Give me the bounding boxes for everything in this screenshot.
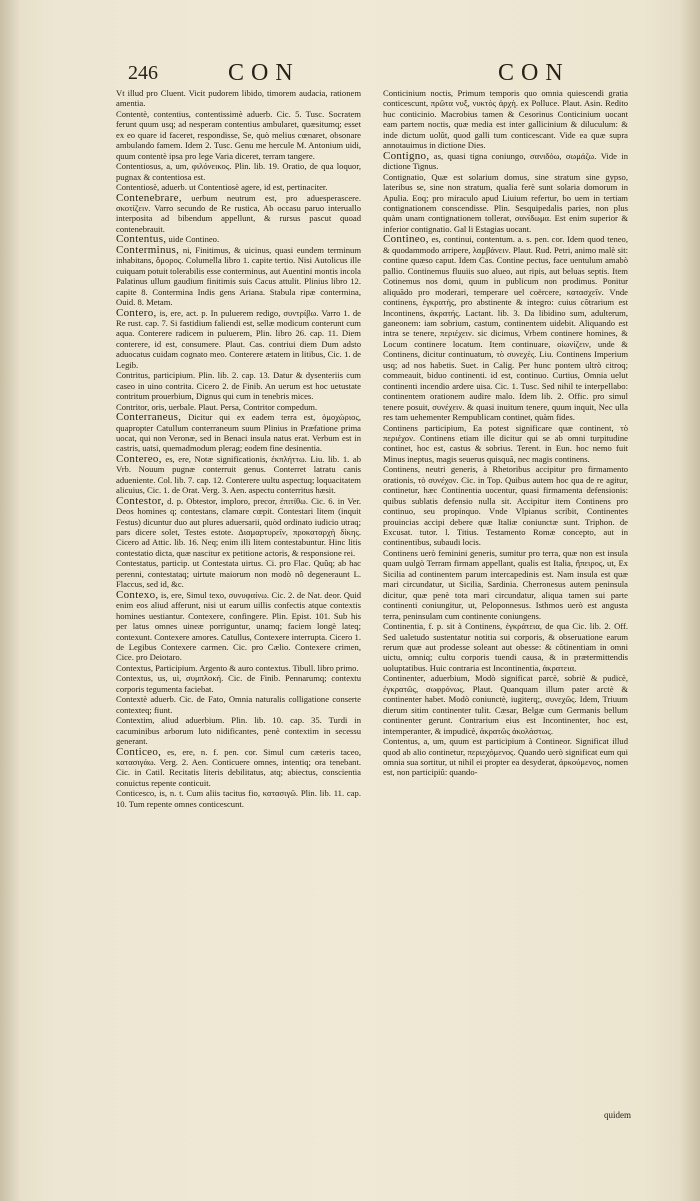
entry-text: Contestatus, particip. ut Contestata uirtus. Ci. pro Flac. Quûq; ab hac perenni, contestataq; uirtute maiorum non modò nô degeneraunt L. Flaccus, sed id, &c. [116,558,361,590]
dictionary-entry [383,673,628,736]
entry-text: Contentiosè, aduerb. ut Contentiosè agere, id est, pertinaciter. [116,182,328,193]
dictionary-entry [116,245,361,308]
entry-text: is, ere, act. p. In puluerem redigo, συντρίβω. Varro 1. de Re rust. cap. 7. Si fastidium faliendi est, sellæ modicum conterunt cum aqua. Conterere radicem in puluerem, Plin. libro 26. cap. 11. Diem conterere, id est, consumere. Plaut. Cas. contriui diem Dum adsto aduocatus cuidam cognato meo. Conterere ætatem in litibus, Cic. 1. de Legib. [116,307,361,370]
dictionary-entry [383,88,628,151]
entry-text: es, ere, Notæ significationis, ἐκπλήττω. Liu. lib. 1. ab Vrb. Nouum pugnæ conterruit genus. Conterret latratu canis adueniente. Col. lib. 7. cap. 12. Conterere uultu aspectuq; loquacitatem alicuius, Cic. 1. de Orat. Verg. 3. Aen. aspectu conterritus hæsit. [116,453,361,496]
entry-headword: Contestor, [116,494,165,507]
dictionary-entry [383,464,628,548]
entry-text: Contextè aduerb. Cic. de Fato, Omnia naturalis colligatione conserte contexteq; fiunt. [116,694,361,715]
entry-text: Conticinium noctis, Primum temporis quo omnia quiescendi gratia conticescunt, πρῶτα νυξ, νυκτὸς ἀρχὴ. ex Polluce. Plaut. Asin. Redito huc conticinio. Macrobius tamen & Cesorinus Conticinium uocant eam partem noctis, quæ media est inter gallicinium & diluculum: & inde dictum uolût, quod galli tum conticescant. Vide ea quæ supra annotauimus in dictione Dies. [383,88,628,151]
entry-text: es, ere, n. f. pen. cor. Simul cum cæteris taceo, κατασιγάω. Verg. 2. Aen. Conticuere omnes, intentiq; ora tenebant. Cic. in Catil. Recitatis literis debilitatus, atq; abiectus, conscientia conuictus repente conticuit. [116,746,361,788]
entry-text: Continentia, f. p. sit à Continens, ἐγκράτεια, de qua Cic. lib. 2. Off. Sed ualetudo sustentatur notitia sui corporis, & obseruatione earum rerum quæ aut prodesse soleant aut obesse: & cõtinentiam in omni uictu, omniq; cultu corporis tuendi causa, & in prætermittendis uoluptatibus. Huic contraria est Incontinentia, ἀκρατεια. [383,621,628,673]
entry-text: as, quasi tigna coniungo, σανιδόω, σωμάζω. Vide in dictione Tignus. [383,150,628,172]
running-head-left: CON [228,60,300,86]
entry-text: Contritus, participium. Plin. lib. 2. cap. 13. Datur & dysenteriis cum caseo in uino contrita. Cicero 2. de Finib. An uerum est hoc uetustate contritum prouerbium, Dignus qui cum in tenebris mices. [116,370,361,402]
entry-headword: Contexo, [116,588,159,601]
catchword: quidem [604,1110,631,1120]
dictionary-entry [116,747,361,789]
dictionary-entry [116,370,361,401]
entry-text: Contextus, us, ui, συμπλοκή. Cic. de Finib. Pennarumq; contextu corporis tegumenta faciebat. [116,673,361,694]
page-edge-shadow [680,0,700,1201]
entry-text: Contextus, Participium. Argento & auro contextus. Tibull. libro primo. [116,662,359,673]
entry-text: Conticesco, is, n. t. Cum aliis tacitus fio, κατασιγῶ. Plin. lib. 11. cap. 10. Tum repente omnes conticescunt. [116,788,361,809]
entry-headword: Contenebrare, [116,191,182,204]
dictionary-entry [383,172,628,235]
entry-text: Vt illud pro Cluent. Vicit pudorem libido, timorem audacia, rationem amentia. [116,88,361,109]
dictionary-entry [116,694,361,715]
dictionary-entry [383,548,628,621]
right-column [383,88,628,778]
entry-text: Continens participium, Ea potest significare quæ continent, τὸ περιέχον. Continens etiam ille dicitur qui se ab omni turpitudine continet, hoc est, castus & sobrius. Terent. in Eun. hoc nemo fuit Minus ineptus, magis seuerus quisquã, nec magis continens. [383,422,628,464]
entry-text: Contentè, contentius, contentissimè aduerb. Cic. 5. Tusc. Socratem ferunt quum usq; ad nesperam contentius ambularet, quæsitumq; esset ex eo quare id faceret, respondisse, Se, quò melius cœnaret, obsonare ambulando famem. Idem 2. Tusc. Genu me hercule M. Antonium uidi, quum contentè ipsa pro lege Varia diceret, terram tangere. [116,108,361,161]
dictionary-entry [383,423,628,465]
entry-headword: Conterraneus, [116,411,182,424]
running-head-right: CON [498,60,570,86]
entry-text: ni, Finitimus, & uicinus, quasi eundem terminum inhabitans, ὅμορος. Columella libro 1. capite tertio. Nisi Autolicus ille cuiquam potuit tolerabilis esse conterminus, aut Auentini montis incola Palatinus ullum gaudium finitimis suis Cacus attulit. Plinius libro 12. capite 8. Contermina Indis gens Ariana. Stabula ripæ contermina, Ouid. 8. Metam. [116,244,361,308]
page-number: 246 [128,62,158,84]
page-gutter-shadow [0,0,20,1201]
entry-text: Dicitur qui ex eadem terra est, ὁμοχώριος, quapropter Catullum conterraneum suum Plinius in Præfatione prima uocat, qui non Veronæ, sed in Benaci insula natus erat. Verbum est in castris, uatsi, quemadmodum plerag; eodem fine desinentia. [116,412,361,454]
dictionary-entry [116,663,361,673]
dictionary-entry [383,151,628,172]
dictionary-entry [116,412,361,454]
entry-text: Continenter, aduerbium, Modò significat parcè, sobriè & pudicè, ἐγκρατῶς, σωφρόνως. Plaut. Quanquam illum pater arctè & continenter habet. Modò coniunctè, iugiterq;, συνεχῶς. Idem, Triuum dierum sitim continenter tulit. Cæsar, Belgæ cum Germanis bellum continenter gerunt. Contrarium eius est Incontinenter, hoc est, intemperanter, & impudicè, ἀκρατῶς ἀκολάστως. [383,673,628,736]
dictionary-entry [116,496,361,559]
dictionary-entry [116,673,361,694]
entry-headword: Contero, [116,306,157,319]
dictionary-entry [383,621,628,673]
dictionary-entry [116,454,361,496]
entry-headword: Contentus, [116,233,167,246]
dictionary-entry [383,234,628,422]
entry-text: Continens, neutri generis, à Rhetoribus accipitur pro firmamento orationis, τὸ συνέχον. Cic. in Top. Quibus autem hoc qua de re agitur, continetur, hæc Continentia uocentur, quasi firmamenta defensionis: quibus sublatis defensio nulla sit. Accipitur item Continens pro continuo, seu propinquo. Vnde Vlpianus scribit, Continentes prouincias accipi debere quæ Italiæ coniunctæ sunt. Triphon. de Excusat. tutor. l. Titius. Testamento Romæ concepto, aut in continentibus, subaudi locis. [383,464,628,548]
left-column [116,88,361,809]
dictionary-entry [116,109,361,161]
entry-text: uide Contineo. [166,234,220,245]
dictionary-entry [116,590,361,663]
dictionary-entry [116,88,361,109]
entry-text: Continens uerò feminini generis, sumitur pro terra, quæ non est insula quam uulgò Terram firmam appellant, qualis est Italia, ἤπειρος, ut, Ex Sicilia ad continentem parum intercapedinis est. Nam insula est quæ mari circundatur, ut Sicilia, Sardinia. Cherronesus autem peninsula dicitur, quæ penè tota mari circundatur, aliqua tamen sui parte continenti coniungitur, ut, Peloponnesus. Isthmos uerò est angusta terra, peninsulam cum continente coniungens. [383,547,628,621]
entry-text: Contignatio, Quæ est solarium domus, sine stratum sine gypso, lateribus se, sine non stratum, qualia ferè sunt solaria domorum in Apulia. Eoq; pro miraculo apud Liuium refertur, bo uem in tertiam contignationem conscendisse. Plin. Sesquipedalis paries, non plus quàm unam contignationem tollerat, σανίδωμα. Est enim superior & inferior contignatio. Gal li Estagias uocant. [383,171,628,234]
entry-text: is, ere, Simul texo, συνυφαίνω. Cic. 2. de Nat. deor. Quid enim eos aliud afferunt, nisi ut earum uillis confectis atque contextis homines uestiantur. Contexere, confingere. Plin. Epist. 101. Sub his per latus omnes uineæ porriguntur, unamq; faciem longè lateq; contexunt. Contexere amores. Catullus, Contexere interrupta. Cicero 1. de Legibus Contexere carmen. Cic. pro Cælio. Contexere crimen, Cice. pro Deiotaro. [116,589,361,663]
entry-headword: Contigno, [383,149,430,162]
dictionary-entry [116,161,361,182]
entry-headword: Contereo, [116,452,162,465]
dictionary-entry [383,736,628,778]
entry-text: Contentus, a, um, quum est participium à Contineor. Significat illud quod ab alio continetur, περιεχόμενος. Quando uerò significat eum qui omnia sua sortitur, ut nihil ei propter ea desyderat, ἀρκούμενος, nomen est, non participiû: quando- [383,736,628,778]
entry-headword: Conterminus, [116,243,180,256]
dictionary-entry [116,715,361,746]
entry-text: uerbum neutrum est, pro aduesperascere. σκοτίζειν. Varro secundo de Re rustica, Ab occasu paruo interuallo interposita ad bibendum appellunt, & rursus pascut quoad contenebrauit. [116,192,361,234]
entry-text: Contritor, oris, uerbale. Plaut. Persa, Contritor compedum. [116,401,318,412]
dictionary-entry [116,308,361,371]
entry-text: es, continui, contentum. a. s. pen. cor. Idem quod teneo, & quodammodo arripere, λαμβάνειν. Plaut. Rud. Petri, animo malè sit: contine quæso caput. Idem Cas. Contine pectus, face uentulum amabò pallio. Continemus fluuiis suo alueo, aut ripis, aut beluas septis. Item Cotinemus nos domi, quum in publicum non prodimus. Ponitur aliquãdo pro moderari, temperare uel coërcere, κατασχεῖν. Vnde continens, ἐγκρατής, pro abstinente & integro: cuius cõtrarium est Incontinens, ἀκρατής. Lactant. lib. 3. Da libidino sum, adulterum, ganeonem: iam sobrium, castum, continentem uidebit. Aliquando est intra se tenere, περιέχειν. sic dicimus, Vrbem continere homines, & Locum continere locatum. Item continuare, οἰωνίζειν, unde & Continens, dicitur continuatum, τὸ συνεχὲς. Liu. Continens Imperium usq; ad nos habetis. Suet. in Calig. Per hunc pontem ultrò citroq; commeauit, biduo continenti. id est, continuo. Curtius, Omnia uelut continenti incendio ardere uisa. Cic. 1. Tusc. Sed nihil te interpellabo: continentem orationem audire malo. Idem lib. 2. Offic. pro simul tenere posuit, συνέχειν. & quasi inuitum tenere, quum inquit, Nec ulla res tam uehementer Rempublicam continet, quàm fides. [383,234,628,423]
entry-text: Contentiosus, a, um, φιλόνεικος. Plin. lib. 19. Oratio, de qua loquor, pugnax & contentiosa est. [116,161,361,182]
dictionary-entry [116,788,361,809]
dictionary-entry [116,558,361,589]
entry-text: Contextim, aliud aduerbium. Plin. lib. 10. cap. 35. Turdi in cacuminibus arborum luto nidificantes, penè contextim in secessu generant. [116,715,361,747]
entry-headword: Contineo, [383,233,429,246]
dictionary-entry [116,193,361,235]
entry-headword: Conticeo, [116,745,162,758]
entry-text: d. p. Obtestor, imploro, precor, ἐπιτίθω. Cic. 6. in Ver. Deos homines q; contestans, clamare cœpit. Contestari litem (inquit Festus) dicuntur duo aut plures aduersarii, quòd ordinato iudicio utraq; pars dicere solet, Testes estote. Διαμαρτυρεῖν, προκαταρχὴ δίκης. Cicero ad Attic. lib. 16. Neq; enim illi litem contestabuntur. Hinc litis contestatio dicta, quæ nascitur ex petitione actoris, & responsione rei. [116,495,361,558]
